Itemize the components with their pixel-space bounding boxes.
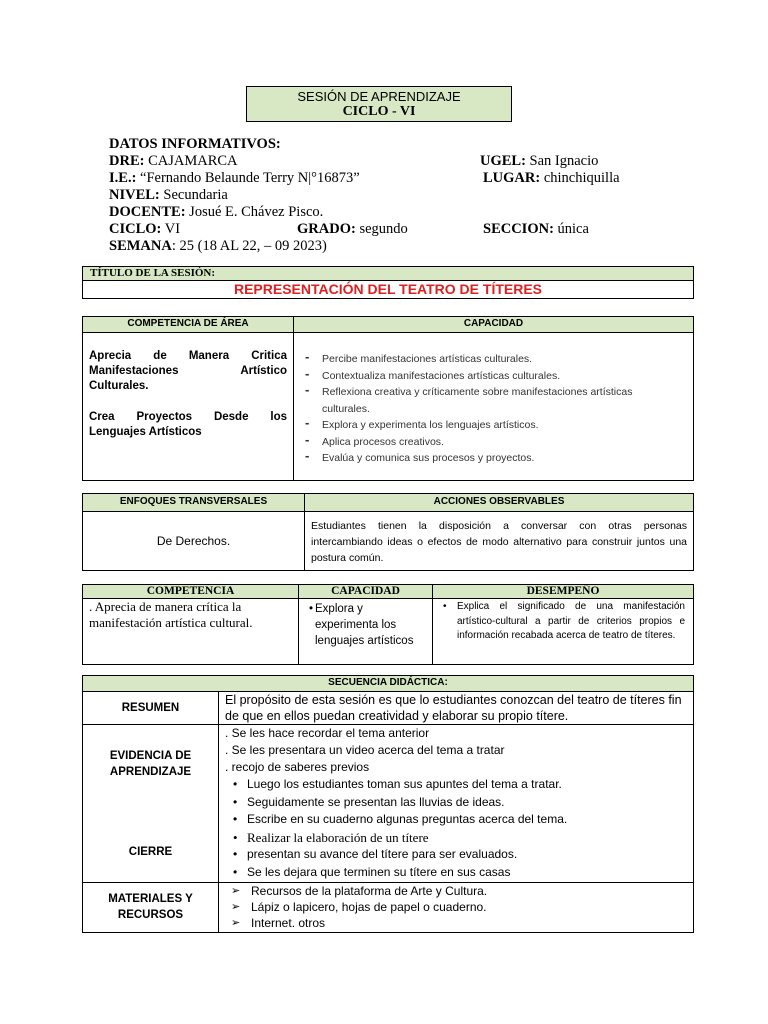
- list-item: - Explora y experimenta los lenguajes artísticos.: [300, 417, 683, 434]
- competencias-table: [82, 316, 694, 481]
- materiales-list: [225, 883, 687, 931]
- acciones-header: ACCIONES OBSERVABLES: [305, 494, 694, 512]
- competencia-area-header: COMPETENCIA DE ÁREA: [83, 317, 294, 333]
- list-item: • Escribe en su cuaderno algunas preguntas acerca del tema.: [225, 811, 687, 829]
- enfoques-header: ENFOQUES TRANSVERSALES: [83, 494, 305, 512]
- secuencia-line: . Se les hace recordar el tema anterior: [225, 726, 430, 740]
- secuencia-header: SECUENCIA DIDÁCTICA:: [83, 676, 694, 692]
- desempeno-table: [82, 584, 694, 665]
- list-item: • Se les dejara que terminen su títere en sus casas: [225, 864, 687, 882]
- list-item: • presentan su avance del títere para ser evaluados.: [225, 846, 687, 864]
- session-header-box: [246, 86, 512, 122]
- resumen-text: El propósito de esta sesión es que lo estudiantes conozcan del teatro de títeres fin de que en ellos puedan creatividad y elaborar su propio títere.: [219, 692, 694, 725]
- competencia-area-1: Aprecia de Manera Critica Manifestaciones Artístico Culturales.: [89, 350, 287, 392]
- materiales-label: MATERIALES Y RECURSOS: [83, 882, 219, 932]
- info-ugel: UGEL: San Ignacio: [480, 153, 599, 169]
- evidencia-label: EVIDENCIA DE APRENDIZAJE: [109, 750, 192, 778]
- competencia-area-2: Crea Proyectos Desde los Lenguajes Artísticos: [89, 411, 287, 438]
- secuencia-line: . recojo de saberes previos: [225, 760, 370, 774]
- info-ciclo: CICLO: VI: [109, 221, 181, 237]
- list-item: ➢ Recursos de la plataforma de Arte y Cultura.: [225, 883, 687, 899]
- enfoque-value: De Derechos.: [83, 512, 305, 571]
- capacidad-col-header: CAPACIDAD: [299, 585, 433, 599]
- capacidades-list: [300, 351, 683, 467]
- session-title-table: [82, 266, 694, 299]
- info-dre: DRE: CAJAMARCA: [109, 153, 238, 169]
- desempeno-header: DESEMPEÑO: [433, 585, 694, 599]
- info-grado: GRADO: segundo: [297, 221, 408, 237]
- info-ie: I.E.: “Fernando Belaunde Terry N|°16873”: [109, 170, 360, 186]
- desempeno-value: • Explica el significado de una manifestación artístico-cultural a partir de criterios propios e información recabada acerca de teatro de títeres.: [435, 600, 685, 644]
- accion-value: Estudiantes tienen la disposición a conversar con otras personas intercambiando ideas o efectos de modo alternativo para construir juntos una postura común.: [305, 512, 694, 571]
- list-item: - Evalúa y comunica sus procesos y proyectos.: [300, 450, 683, 467]
- session-header-line1: SESIÓN DE APRENDIZAJE: [297, 89, 461, 104]
- session-title-value: REPRESENTACIÓN DEL TEATRO DE TÍTERES: [83, 281, 694, 299]
- competencia-header: COMPETENCIA: [83, 585, 299, 599]
- secuencia-table: [82, 675, 694, 933]
- secuencia-line: . Se les presentara un video acerca del tema a tratar: [225, 743, 505, 757]
- info-lugar: LUGAR: chinchiquilla: [483, 170, 620, 186]
- info-docente: DOCENTE: Josué E. Chávez Pisco.: [109, 204, 324, 220]
- list-item: - Aplica procesos creativos.: [300, 434, 683, 451]
- capacidad-header: CAPACIDAD: [294, 317, 694, 333]
- list-item: • Luego los estudiantes toman sus apuntes del tema a tratar.: [225, 776, 687, 794]
- resumen-label: RESUMEN: [83, 692, 219, 725]
- capacidad-value: • Explora y experimenta los lenguajes artísticos: [301, 601, 428, 649]
- list-item: ➢ Internet. otros: [225, 915, 687, 931]
- session-header-line2: CICLO - VI: [342, 104, 416, 119]
- list-item: • Seguidamente se presentan las lluvias de ideas.: [225, 794, 687, 812]
- session-title-label: TÍTULO DE LA SESIÓN:: [83, 267, 694, 281]
- list-item: • Realizar la elaboración de un títere: [225, 829, 687, 847]
- info-semana: SEMANA: 25 (18 AL 22, – 09 2023): [109, 238, 327, 254]
- info-heading: DATOS INFORMATIVOS:: [109, 136, 281, 152]
- list-item: - Percibe manifestaciones artísticas culturales.: [300, 351, 683, 368]
- enfoques-table: [82, 493, 694, 571]
- list-item: - Contextualiza manifestaciones artísticas culturales.: [300, 368, 683, 385]
- list-item: ➢ Lápiz o lapicero, hojas de papel o cuaderno.: [225, 899, 687, 915]
- list-item: - Reflexiona creativa y críticamente sobre manifestaciones artísticas culturales.: [300, 384, 683, 417]
- info-seccion: SECCION: única: [483, 221, 589, 237]
- cierre-label: CIERRE: [128, 846, 173, 858]
- info-nivel: NIVEL: Secundaria: [109, 187, 228, 203]
- competencia-value: . Aprecia de manera crítica la manifestación artística cultural.: [83, 599, 299, 665]
